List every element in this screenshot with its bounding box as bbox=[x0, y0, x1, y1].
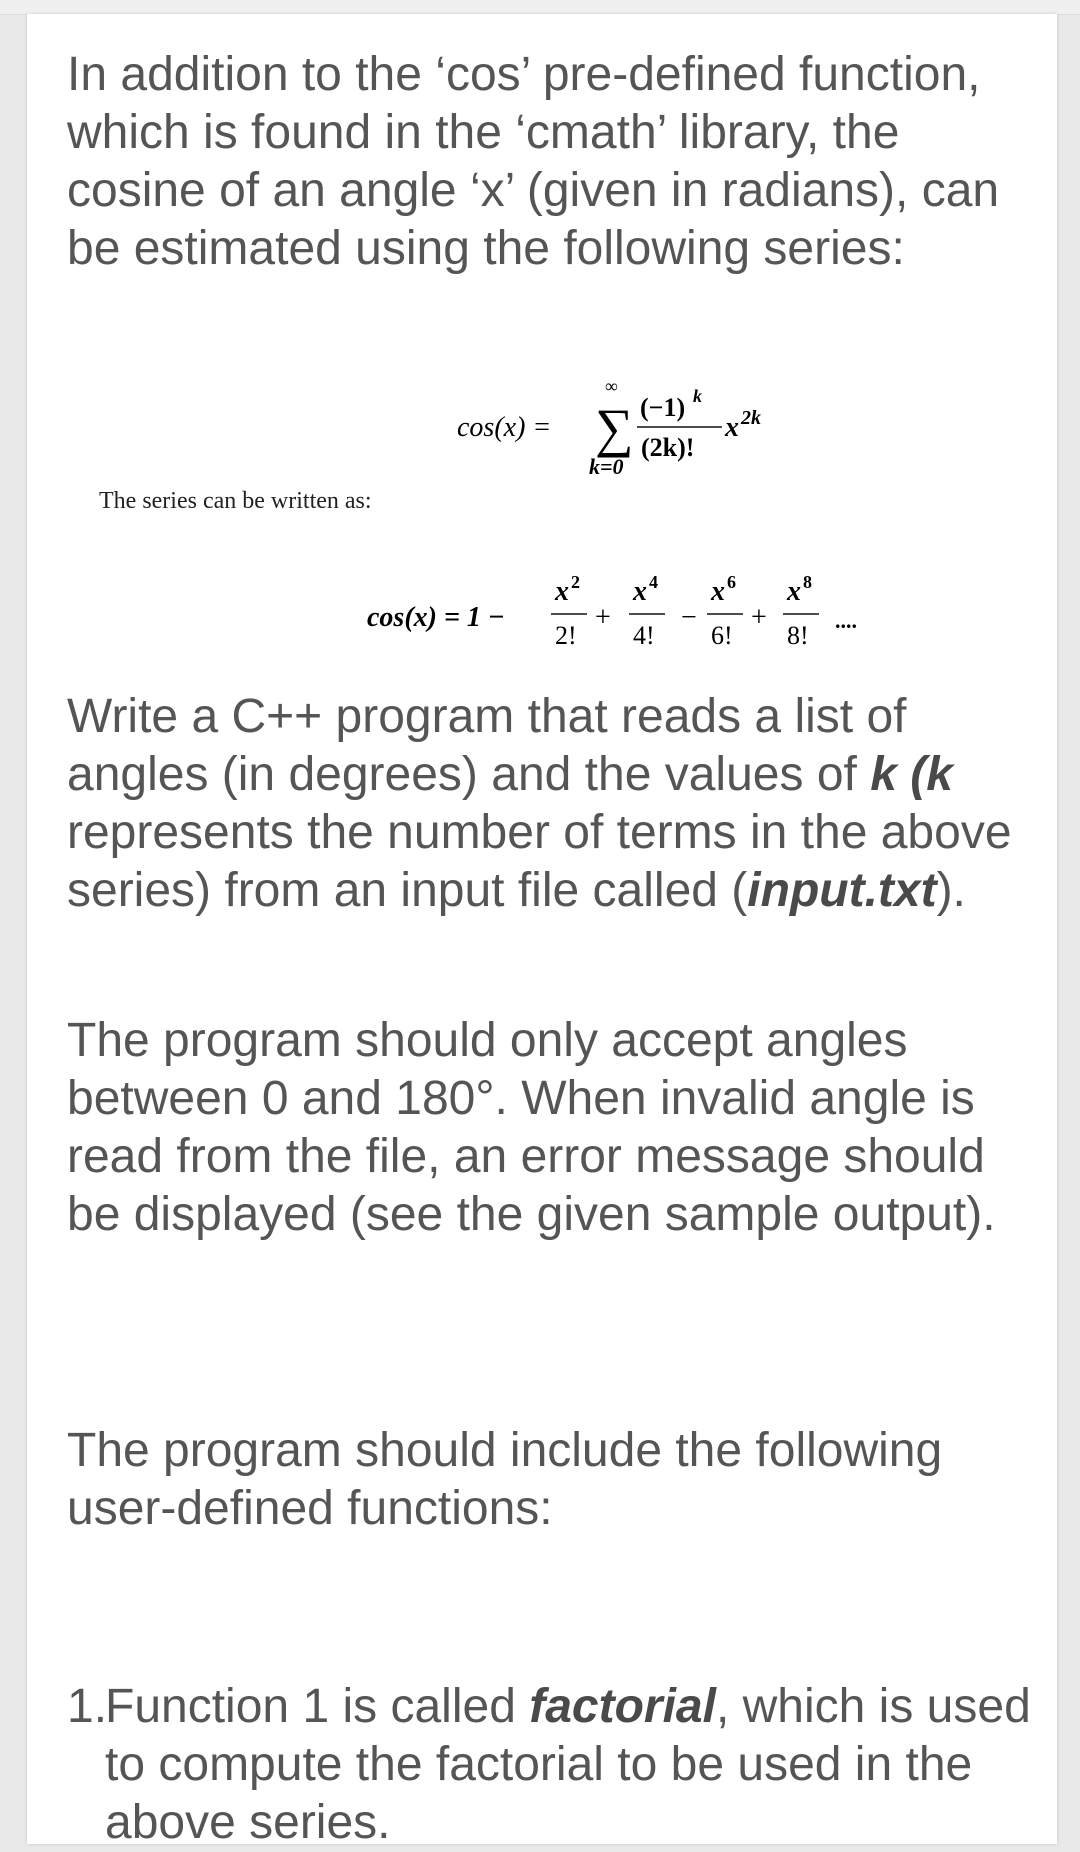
term2-exponent: 4 bbox=[649, 572, 658, 592]
summation-formula bbox=[27, 364, 1057, 499]
term2-numerator: x bbox=[633, 576, 647, 607]
term3-exponent: 6 bbox=[727, 572, 736, 592]
function-name-factorial: factorial bbox=[529, 1680, 716, 1733]
series-ellipsis: .... bbox=[835, 608, 857, 633]
sum-lower-limit: k=0 bbox=[589, 454, 624, 479]
term1-operator: + bbox=[595, 602, 611, 633]
tail-exponent: 2k bbox=[741, 407, 761, 429]
document-page bbox=[27, 14, 1057, 1849]
term4-denominator: 8! bbox=[787, 621, 809, 650]
term2-operator: − bbox=[681, 602, 697, 633]
list-text-part2: , which is used to compute the factorial to be used in the above series. bbox=[105, 1680, 1031, 1849]
list-item-text bbox=[105, 1678, 1055, 1852]
para2-part1: Write a C++ program that reads a list of angles (in degrees) and the values of bbox=[67, 690, 907, 801]
term4-exponent: 8 bbox=[803, 572, 812, 592]
functions-intro-paragraph: The program should include the following user-defined functions: bbox=[67, 1424, 943, 1535]
term1-numerator: x bbox=[555, 576, 569, 607]
term2-denominator: 4! bbox=[633, 621, 655, 650]
tail-variable: x bbox=[725, 412, 739, 443]
list-text-part1: Function 1 is called bbox=[105, 1680, 530, 1733]
term1-denominator: 2! bbox=[555, 621, 577, 650]
expanded-series-formula bbox=[27, 562, 1057, 667]
para2-part3: ). bbox=[936, 864, 966, 917]
fraction-denominator: (2k)! bbox=[641, 433, 695, 462]
term3-numerator: x bbox=[711, 576, 725, 607]
para2-bold-k: k (k bbox=[870, 748, 953, 801]
fraction-numerator: (−1) bbox=[640, 393, 686, 422]
formula1-lhs: cos(x) = bbox=[457, 412, 552, 443]
top-edge bbox=[0, 0, 1080, 15]
term1-exponent: 2 bbox=[571, 572, 580, 592]
series-note: The series can be written as: bbox=[99, 488, 372, 514]
para2-part2: represents the number of terms in the above series) from an input file called ( bbox=[67, 806, 1012, 917]
angle-validation-paragraph: The program should only accept angles between 0 and 180°. When invalid angle is read from the file, an error message should be displayed (see the given sample output). bbox=[67, 1014, 996, 1241]
sum-symbol: ∑ bbox=[595, 398, 634, 458]
term3-denominator: 6! bbox=[711, 621, 733, 650]
list-number: 1. bbox=[67, 1680, 108, 1733]
formula2-lhs: cos(x) = 1 − bbox=[367, 602, 505, 633]
term4-numerator: x bbox=[787, 576, 801, 607]
intro-paragraph: In addition to the ‘cos’ pre-defined function, which is found in the ‘cmath’ library, the cosine of an angle ‘x’ (given in radians), can be estimated using the following series: bbox=[67, 48, 1000, 275]
term3-operator: + bbox=[751, 602, 767, 633]
sum-upper-limit: ∞ bbox=[605, 376, 618, 396]
numerator-exponent: k bbox=[693, 386, 702, 406]
input-file-name: input.txt bbox=[747, 864, 937, 917]
program-description-paragraph bbox=[67, 688, 1047, 920]
